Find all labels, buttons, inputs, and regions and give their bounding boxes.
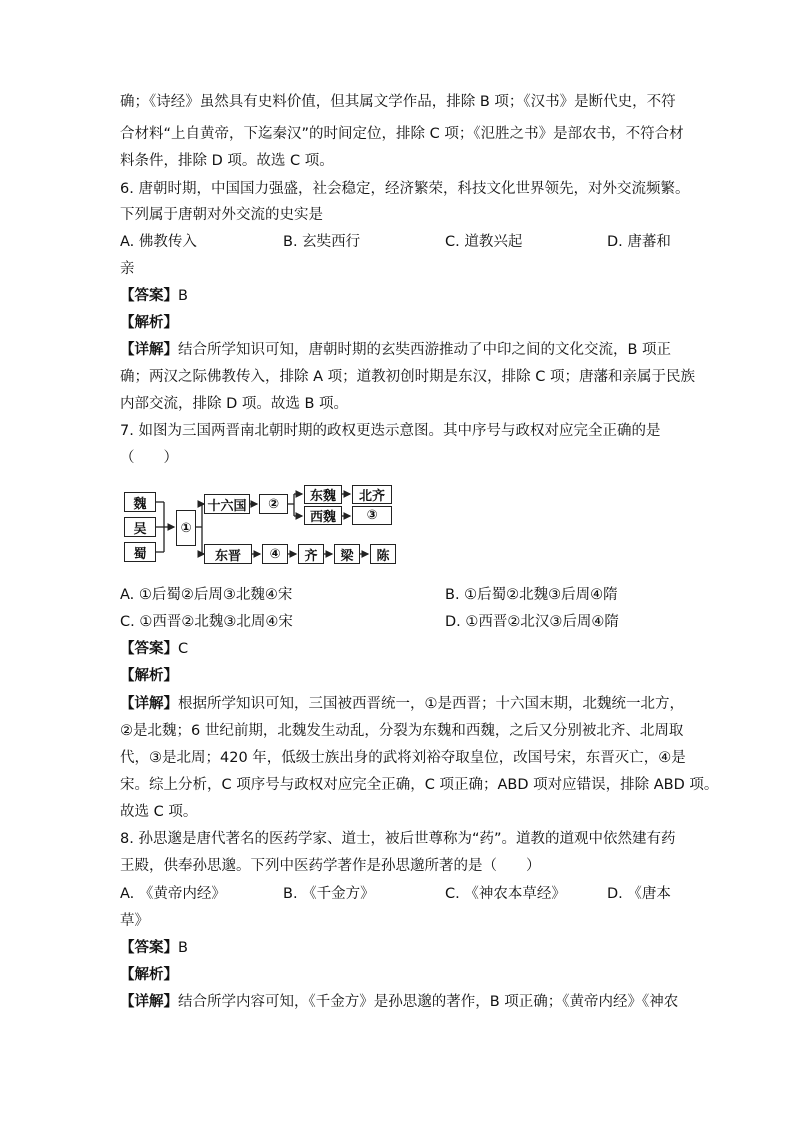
answer-tag: 【答案】 [120,288,178,304]
q7-detail: 宋。综上分析，C 项序号与政权对应完全正确，C 项正确；ABD 项对应错误，排除 ABD 项。 [120,777,719,793]
question-8-stem: 8. 孙思邈是唐代著名的医药学家、道士，被后世尊称为“药”。道教的道观中依然建有药 [120,831,676,847]
detail-tag: 【详解】 [120,342,178,358]
q6-option-a: A. 佛教传入 [120,234,197,250]
q6-detail: 内部交流，排除 D 项。故选 B 项。 [120,396,349,412]
q6-option-d-cont: 亲 [120,261,135,277]
q6-detail: 确；两汉之际佛教传入，排除 A 项；道教初创时期是东汉，排除 C 项；唐藩和亲属于民族 [120,369,695,385]
node-eastern-jin: 东晋 [204,544,252,564]
q8-option-d: D. 《唐本 [607,886,671,902]
q8-option-d-cont: 草》 [120,913,149,929]
q8-answer [120,938,188,958]
q7-detail: ②是北魏；6 世纪前期，北魏发生动乱，分裂为东魏和西魏，之后又分别被北齐、北周取 [120,723,684,739]
q6-detail [120,340,671,360]
q7-option-d: D. ①西晋②北汉③后周④隋 [445,614,619,630]
q6-answer [120,286,188,306]
question-6-stem: 6. 唐朝时期，中国国力强盛，社会稳定，经济繁荣，科技文化世界领先，对外交流频繁。 [120,181,690,197]
text-line: 料条件，排除 D 项。故选 C 项。 [120,153,334,169]
q6-option-c: C. 道教兴起 [445,234,523,250]
text-line: 确；《诗经》虽然具有史料价值，但其属文学作品，排除 B 项；《汉书》是断代史，不符 [120,94,676,110]
answer-value: C [178,641,189,657]
q8-option-c: C. 《神农本草经》 [445,886,566,902]
question-6-stem: 下列属于唐朝对外交流的史实是 [120,207,323,223]
node-chen: 陈 [370,544,396,564]
question-8-stem: 王殿，供奉孙思邈。下列中医药学著作是孙思邈所著的是（ ） [120,858,541,874]
detail-text: 根据所学知识可知，三国被西晋统一，①是西晋；十六国末期，北魏统一北方， [178,696,684,712]
node-3: ③ [352,506,392,525]
q6-option-b: B. 玄奘西行 [283,234,361,250]
node-1: ① [176,510,196,546]
q7-option-b: B. ①后蜀②北魏③后周④隋 [445,587,618,603]
detail-tag: 【详解】 [120,696,178,712]
analysis-tag: 【解析】 [120,967,178,983]
answer-tag: 【答案】 [120,940,178,956]
q8-analysis [120,965,178,985]
node-shu: 蜀 [124,542,156,562]
node-wu: 吴 [124,517,156,537]
node-wei: 魏 [124,492,156,512]
analysis-tag: 【解析】 [120,668,178,684]
answer-value: B [178,940,188,956]
node-2: ② [259,494,288,514]
q7-answer [120,639,188,659]
q6-option-d: D. 唐蕃和 [607,234,671,250]
q7-detail: 代，③是北周；420 年，低级士族出身的武将刘裕夺取皇位，改国号宋，东晋灭亡，④是 [120,750,686,766]
q7-detail: 故选 C 项。 [120,804,198,820]
question-7-stem: 7. 如图为三国两晋南北朝时期的政权更迭示意图。其中序号与政权对应完全正确的是 [120,423,661,439]
q8-option-a: A. 《黄帝内经》 [120,886,226,902]
q7-detail [120,694,684,714]
node-northern-qi: 北齐 [352,485,392,504]
answer-value: B [178,288,188,304]
text-line: 合材料“上自黄帝，下迄秦汉”的时间定位，排除 C 项；《氾胜之书》是部农书，不符合材 [120,126,684,142]
regime-succession-diagram [120,484,410,570]
question-7-bracket: （ ） [120,450,178,466]
node-western-wei: 西魏 [304,506,342,525]
detail-text: 结合所学知识可知，唐朝时期的玄奘西游推动了中印之间的文化交流，B 项正 [178,342,672,358]
q6-analysis [120,313,178,333]
detail-tag: 【详解】 [120,994,178,1010]
node-liang: 梁 [334,544,360,564]
q8-option-b: B. 《千金方》 [283,886,375,902]
q7-option-c: C. ①西晋②北魏③北周④宋 [120,614,293,630]
q7-option-a: A. ①后蜀②后周③北魏④宋 [120,587,293,603]
node-4: ④ [262,544,288,564]
analysis-tag: 【解析】 [120,315,178,331]
q7-analysis [120,666,178,686]
detail-text: 结合所学内容可知，《千金方》是孙思邈的著作，B 项正确；《黄帝内经》《神农 [178,994,679,1010]
node-eastern-wei: 东魏 [304,485,342,504]
node-qi: 齐 [298,544,324,564]
q8-detail [120,992,678,1012]
answer-tag: 【答案】 [120,641,178,657]
node-sixteen-kingdoms: 十六国 [204,494,250,514]
